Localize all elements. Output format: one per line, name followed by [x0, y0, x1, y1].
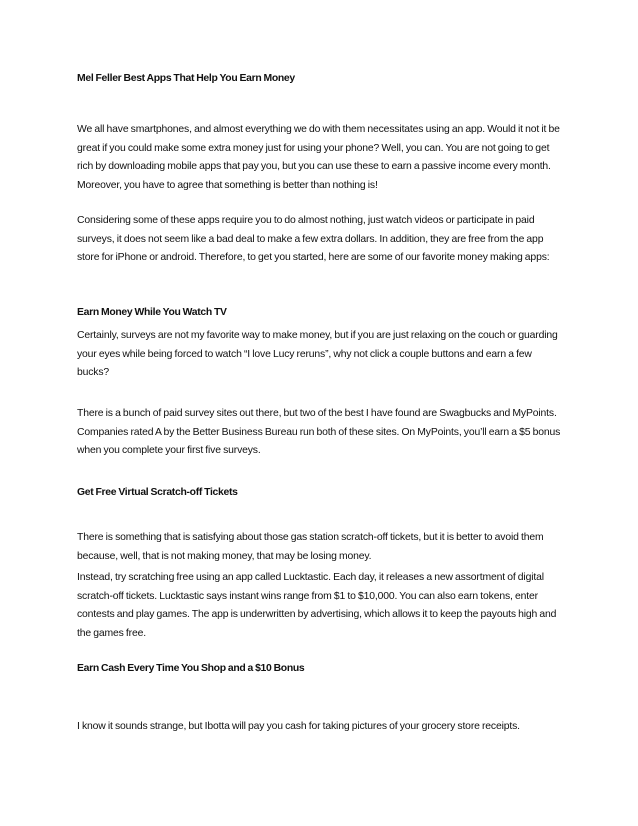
section-paragraph-watch-tv-2: There is a bunch of paid survey sites out there, but two of the best I have found are Swagbucks and MyPoints. Companies rated A by the Better Business Bureau run both of these sites. On MyPoints, you’ll earn a $5 bonus when you complete your first five surveys. — [77, 408, 561, 456]
section-heading-shop-cash: Earn Cash Every Time You Shop and a $10 Bonus — [77, 663, 305, 674]
section-heading-watch-tv: Earn Money While You Watch TV — [77, 307, 227, 318]
section-paragraph-scratch-off-1: There is something that is satisfying about those gas station scratch-off tickets, but it is better to avoid them because, well, that is not making money, that may be losing money. — [77, 532, 544, 562]
document-title: Mel Feller Best Apps That Help You Earn Money — [77, 73, 295, 84]
section-paragraph-scratch-off-2: Instead, try scratching free using an app called Lucktastic. Each day, it releases a new assortment of digital scratch-off tickets. Lucktastic says instant wins range from $1 to $10,000. You can also earn tokens, enter contests and play games. The app is underwritten by advertising, which allows it to keep the payouts high and the games free. — [77, 572, 557, 639]
section-paragraph-shop-cash-1: I know it sounds strange, but Ibotta will pay you cash for taking pictures of your grocery store receipts. — [77, 721, 520, 732]
intro-paragraph-1: We all have smartphones, and almost everything we do with them necessitates using an app. Would it not it be great if you could make some extra money just for using your phone? Well, you can. You are not going to get rich by downloading mobile apps that pay you, but you can use these to earn a passive income every month. Moreover, you have to agree that something is better than nothing is! — [77, 124, 560, 191]
section-heading-scratch-off: Get Free Virtual Scratch-off Tickets — [77, 487, 238, 498]
intro-paragraph-2: Considering some of these apps require you to do almost nothing, just watch videos or participate in paid surveys, it does not seem like a bad deal to make a few extra dollars. In addition, they are free from the app store for iPhone or android. Therefore, to get you started, here are some of our favorite money making apps: — [77, 215, 550, 263]
section-paragraph-watch-tv-1: Certainly, surveys are not my favorite way to make money, but if you are just relaxing on the couch or guarding your eyes while being forced to watch “I love Lucy reruns”, why not click a couple buttons and earn a few bucks? — [77, 330, 558, 378]
